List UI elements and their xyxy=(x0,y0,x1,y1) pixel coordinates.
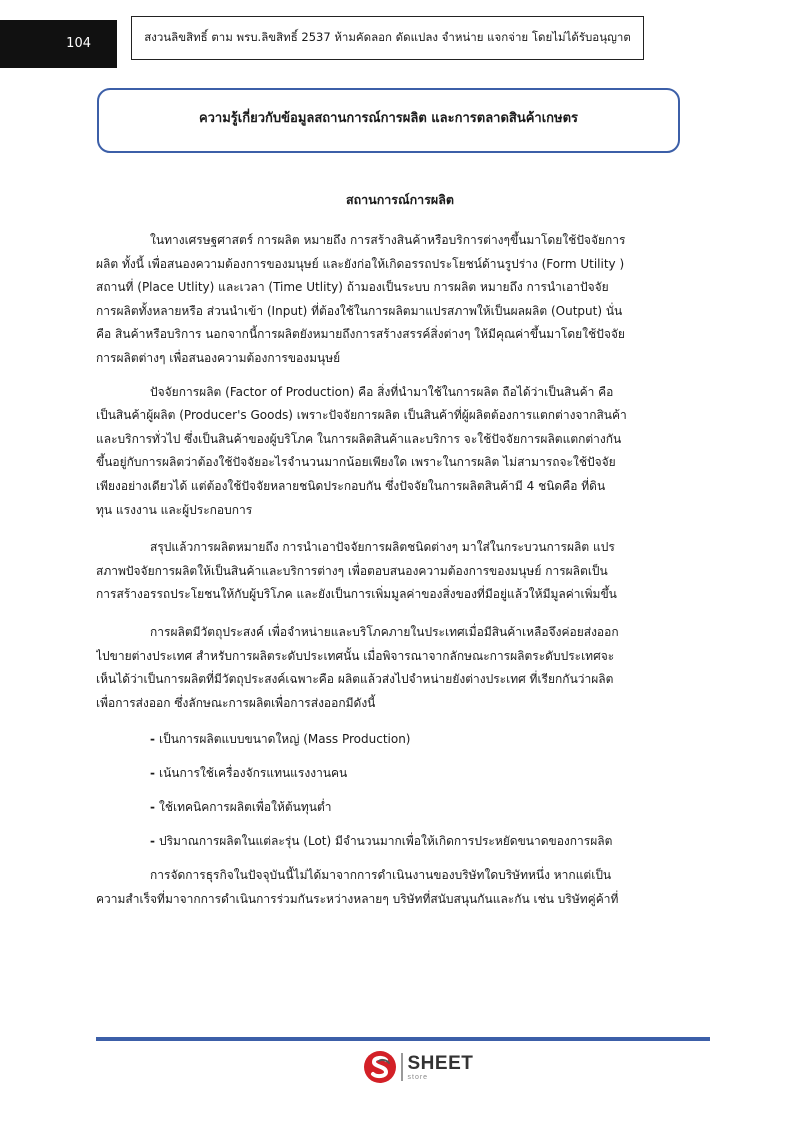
list-item-text: ใช้เทคนิคการผลิตเพื่อให้ต้นทุนต่ำ xyxy=(158,800,332,815)
text-line: การผลิตมีวัตถุประสงค์ เพื่อจำหน่ายและบริโภคภายในประเทศเมื่อมีสินค้าเหลือจึงค่อยส่งออก xyxy=(150,624,619,639)
text-line: ผลิต ทั้งนี้ เพื่อสนองความต้องการของมนุษย์ และยังก่อให้เกิดอรรถประโยชน์ด้านรูปร่าง (Form Utility ) xyxy=(96,256,625,271)
text-line: สถานที่ (Place Utlity) และเวลา (Time Utlity) ถ้ามองเป็นระบบ การผลิต หมายถึง การนำเอาปัจจัย xyxy=(96,280,609,295)
text-line: การสร้างอรรถประโยชนให้กับผู้บริโภค และยังเป็นการเพิ่มมูลค่าของสิ่งของที่มีอยู่แล้วให้มีมูลค่าเพิ่มขึ้น xyxy=(96,587,617,602)
text-line: เพื่อการส่งออก ซึ่งลักษณะการผลิตเพื่อการส่งออกมีดังนี้ xyxy=(96,695,376,710)
paragraph-summary xyxy=(96,536,681,607)
text-line: ทุน แรงงาน และผู้ประกอบการ xyxy=(96,502,253,517)
section-heading: สถานการณ์การผลิต xyxy=(345,192,455,207)
text-line: ความสำเร็จที่มาจากการดำเนินการร่วมกันระหว่างหลายๆ บริษัทที่สนับสนุนกันและกัน เช่น บริษัทคู่ค้าที่ xyxy=(96,891,619,906)
bullet-dash: - xyxy=(150,834,155,849)
text-line: สภาพปัจจัยการผลิตให้เป็นสินค้าและบริการต่างๆ เพื่อตอบสนองความต้องการของมนุษย์ การผลิตเป็น xyxy=(96,563,608,578)
list-item-text: เน้นการใช้เครื่องจักรแทนแรงงานคน xyxy=(158,766,348,781)
list-item-text: เป็นการผลิตแบบขนาดใหญ่ (Mass Production) xyxy=(158,732,411,747)
document-body xyxy=(96,229,681,911)
list-item-text: ปริมาณการผลิตในแต่ละรุ่น (Lot) มีจำนวนมากเพื่อให้เกิดการประหยัดขนาดของการผลิต xyxy=(158,834,613,849)
footer-divider xyxy=(96,1037,710,1041)
bullet-dash: - xyxy=(150,766,155,781)
topic-title-box xyxy=(97,88,680,153)
text-line: การผลิตต่างๆ เพื่อสนองความต้องการของมนุษย์ xyxy=(96,350,341,365)
list-item xyxy=(96,762,681,786)
copyright-notice xyxy=(131,16,644,60)
logo-subword: store xyxy=(407,1073,429,1081)
paragraph-production-definition xyxy=(96,229,681,371)
sheet-store-logo xyxy=(363,1049,473,1085)
list-item xyxy=(96,796,681,820)
logo-s-mark-svg xyxy=(363,1050,397,1084)
text-line: ในทางเศรษฐศาสตร์ การผลิต หมายถึง การสร้างสินค้าหรือบริการต่างๆขึ้นมาโดยใช้ปัจจัยการ xyxy=(150,233,626,247)
text-line: สรุปแล้วการผลิตหมายถึง การนำเอาปัจจัยการผลิตชนิดต่างๆ มาใส่ในกระบวนการผลิต แปร xyxy=(150,540,615,555)
text-line: เห็นได้ว่าเป็นการผลิตที่มีวัตถุประสงค์เฉพาะคือ ผลิตแล้วส่งไปจำหน่ายยังต่างประเทศ ที่เรียกกันว่าผลิต xyxy=(96,672,614,687)
bullet-dash: - xyxy=(150,732,155,747)
text-line: เพียงอย่างเดียวได้ แต่ต้องใช้ปัจจัยหลายชนิดประกอบกัน ซึ่งปัจจัยในการผลิตสินค้ามี 4 ชนิดคือ ที่ดิน xyxy=(96,478,606,493)
bullet-dash: - xyxy=(150,800,155,815)
logo-separator xyxy=(401,1053,403,1081)
logo-s-mark-icon xyxy=(363,1050,397,1084)
paragraph-production-objectives xyxy=(96,621,681,715)
export-production-characteristics-list xyxy=(96,728,681,854)
topic-title: ความรู้เกี่ยวกับข้อมูลสถานการณ์การผลิต และการตลาดสินค้าเกษตร xyxy=(198,111,579,126)
text-line: การจัดการธุรกิจในปัจจุบันนี้ไม่ได้มาจากการดำเนินงานของบริษัทใดบริษัทหนึ่ง หากแต่เป็น xyxy=(150,868,612,883)
logo-word: SHEET xyxy=(407,1052,474,1074)
paragraph-factors-of-production xyxy=(96,381,681,523)
text-line: คือ สินค้าหรือบริการ นอกจากนี้การผลิตยังหมายถึงการสร้างสรรค์สิ่งต่างๆ ให้มีคุณค่าขึ้นมาโดยใช้ปัจจัย xyxy=(96,327,625,342)
list-item xyxy=(96,728,681,752)
logo-text xyxy=(408,1054,474,1081)
text-line: และบริการทั่วไป ซึ่งเป็นสินค้าของผู้บริโภค ในการผลิตสินค้าและบริการ จะใช้ปัจจัยการผลิตแตกต่างกัน xyxy=(96,431,622,446)
text-line: การผลิตทั้งหลายหรือ ส่วนนำเข้า (Input) ที่ต้องใช้ในการผลิตมาแปรสภาพให้เป็นผลผลิต (Output) นั่น xyxy=(96,303,623,318)
text-line: ไปขายต่างประเทศ สำหรับการผลิตระดับประเทศนั้น เมื่อพิจารณาจากลักษณะการผลิตระดับประเทศจะ xyxy=(96,648,615,663)
copyright-notice-text: สงวนลิขสิทธิ์ ตาม พรบ.ลิขสิทธิ์ 2537 ห้ามคัดลอก ดัดแปลง จำหน่าย แจกจ่าย โดยไม่ได้รับอนุญาต xyxy=(144,30,631,44)
paragraph-business-management xyxy=(96,864,681,911)
text-line: ปัจจัยการผลิต (Factor of Production) คือ สิ่งที่นำมาใช้ในการผลิต ถือได้ว่าเป็นสินค้า คือ xyxy=(150,384,614,399)
text-line: เป็นสินค้าผู้ผลิต (Producer's Goods) เพราะปัจจัยการผลิต เป็นสินค้าที่ผู้ผลิตต้องการแตกต่างจากสินค้า xyxy=(96,408,627,423)
list-item xyxy=(96,830,681,854)
text-line: ขึ้นอยู่กับการผลิตว่าต้องใช้ปัจจัยอะไรจำนวนมากน้อยเพียงใด เพราะในการผลิต ไม่สามารถจะใช้ปัจจัย xyxy=(96,455,616,470)
page-number xyxy=(0,20,117,68)
page-number-text: 104 xyxy=(66,36,91,51)
